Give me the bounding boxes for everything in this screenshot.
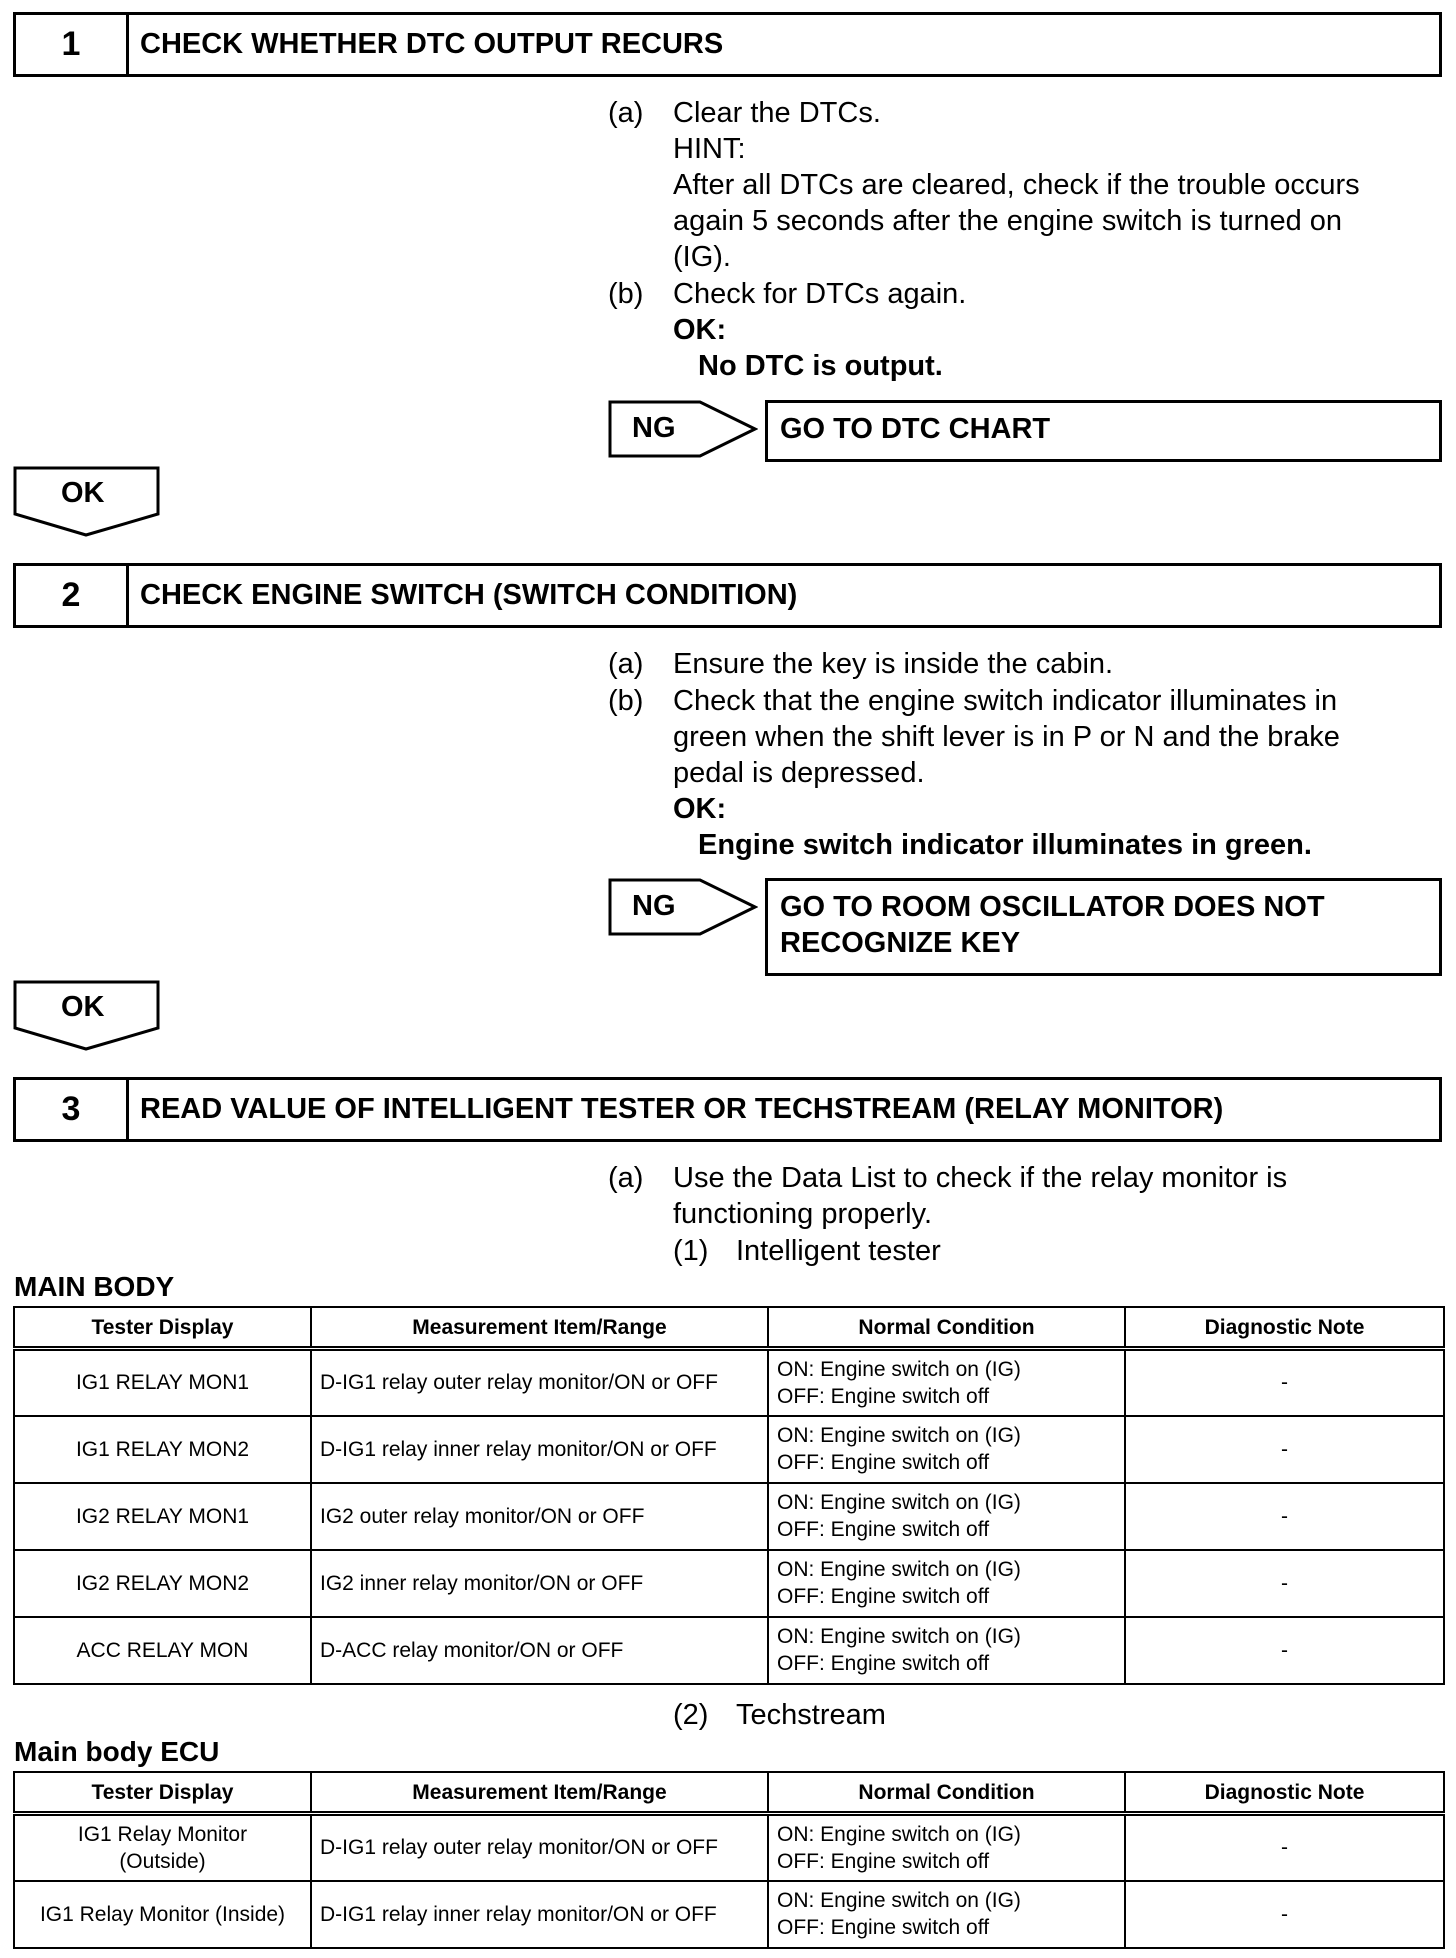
- tester-display: IG1 Relay Monitor (Inside): [14, 1881, 311, 1948]
- col-header: Measurement Item/Range: [311, 1772, 768, 1814]
- main-body-ecu-table: [13, 1771, 1445, 1949]
- condition-on: ON: Engine switch on (IG): [777, 1357, 1021, 1381]
- main-body-table: [13, 1306, 1445, 1685]
- condition-off: OFF: Engine switch off: [777, 1916, 990, 1939]
- ok-arrow: [13, 980, 161, 1052]
- diagnostic-note: -: [1125, 1483, 1444, 1550]
- tester-display: IG1 RELAY MON1: [14, 1349, 311, 1416]
- ng-result-text: GO TO DTC CHART: [780, 413, 1051, 445]
- tester-display: ACC RELAY MON: [14, 1617, 311, 1684]
- diagnostic-note: -: [1125, 1881, 1444, 1948]
- diagnostic-note: -: [1125, 1550, 1444, 1617]
- tester-display-line: (Outside): [119, 1849, 206, 1873]
- step3-sub1-marker: (1): [673, 1235, 709, 1267]
- col-header: Tester Display: [14, 1307, 311, 1349]
- step-number: 2: [16, 566, 129, 625]
- step2-b-line: Check that the engine switch indicator illuminates in: [673, 685, 1338, 717]
- step1-ok-label: OK:: [673, 314, 727, 346]
- normal-condition: [768, 1617, 1125, 1684]
- step-2-header: [13, 563, 1442, 628]
- measurement-item: D-IG1 relay outer relay monitor/ON or OFF: [311, 1814, 768, 1881]
- measurement-item: IG2 outer relay monitor/ON or OFF: [311, 1483, 768, 1550]
- table-row: [14, 1814, 1444, 1881]
- condition-off: OFF: Engine switch off: [777, 1652, 990, 1675]
- condition-off: OFF: Engine switch off: [777, 1384, 990, 1408]
- tester-display-line: IG1 Relay Monitor: [77, 1822, 248, 1846]
- step2-b-marker: (b): [608, 685, 644, 717]
- diagnostic-note: -: [1125, 1349, 1444, 1416]
- normal-condition: [768, 1349, 1125, 1416]
- step-number: 1: [16, 15, 129, 74]
- step-number: 3: [16, 1080, 129, 1139]
- ok-arrow: [13, 466, 161, 538]
- ng-label: NG: [632, 890, 676, 922]
- step3-a-line: functioning properly.: [673, 1198, 933, 1230]
- ng-label: NG: [632, 412, 676, 444]
- diagnostic-note: -: [1125, 1617, 1444, 1684]
- measurement-item: IG2 inner relay monitor/ON or OFF: [311, 1550, 768, 1617]
- table2-label: Main body ECU: [14, 1736, 220, 1767]
- ng-result-box: [765, 878, 1442, 976]
- step1-hint-line: (IG).: [673, 241, 731, 273]
- ng-arrow: [608, 400, 758, 458]
- condition-on: ON: Engine switch on (IG): [777, 1491, 1021, 1514]
- table-row: [14, 1617, 1444, 1684]
- step3-sub2-text: Techstream: [736, 1699, 886, 1731]
- col-header: Measurement Item/Range: [311, 1307, 768, 1349]
- step1-hint-line: After all DTCs are cleared, check if the trouble occurs: [673, 169, 1360, 201]
- step1-hint-label: HINT:: [673, 133, 746, 165]
- col-header: Tester Display: [14, 1772, 311, 1814]
- normal-condition: [768, 1881, 1125, 1948]
- table-row: [14, 1349, 1444, 1416]
- ng-result-line: RECOGNIZE KEY: [780, 927, 1021, 959]
- ok-label: OK: [61, 991, 105, 1023]
- table-row: [14, 1416, 1444, 1483]
- step3-sub2-marker: (2): [673, 1699, 709, 1731]
- measurement-item: D-IG1 relay outer relay monitor/ON or OFF: [311, 1349, 768, 1416]
- step1-b-text: Check for DTCs again.: [673, 278, 967, 310]
- diagnostic-note: -: [1125, 1814, 1444, 1881]
- col-header: Diagnostic Note: [1125, 1307, 1444, 1349]
- step2-ok-label: OK:: [673, 793, 727, 825]
- table-row: [14, 1550, 1444, 1617]
- step2-a-marker: (a): [608, 648, 644, 680]
- ok-label: OK: [61, 477, 105, 509]
- step1-b-marker: (b): [608, 278, 644, 310]
- step2-b-line: pedal is depressed.: [673, 757, 925, 789]
- condition-on: ON: Engine switch on (IG): [777, 1889, 1021, 1912]
- step-title: CHECK WHETHER DTC OUTPUT RECURS: [140, 28, 724, 60]
- step1-hint-line: again 5 seconds after the engine switch is turned on: [673, 205, 1343, 237]
- condition-off: OFF: Engine switch off: [777, 1585, 990, 1608]
- condition-off: OFF: Engine switch off: [777, 1849, 990, 1873]
- step-title: CHECK ENGINE SWITCH (SWITCH CONDITION): [140, 579, 798, 611]
- ng-arrow-shape: [608, 400, 758, 458]
- table1-label: MAIN BODY: [14, 1271, 175, 1302]
- ng-result-line: GO TO ROOM OSCILLATOR DOES NOT: [780, 891, 1325, 923]
- step-3-header: [13, 1077, 1442, 1142]
- normal-condition: [768, 1550, 1125, 1617]
- step3-a-marker: (a): [608, 1162, 644, 1194]
- ng-result-box: [765, 400, 1442, 462]
- measurement-item: D-IG1 relay inner relay monitor/ON or OFF: [311, 1881, 768, 1948]
- tester-display: IG2 RELAY MON1: [14, 1483, 311, 1550]
- condition-off: OFF: Engine switch off: [777, 1518, 990, 1541]
- step2-b-line: green when the shift lever is in P or N and the brake: [673, 721, 1340, 753]
- ng-arrow-shape: [608, 878, 758, 936]
- col-header: Diagnostic Note: [1125, 1772, 1444, 1814]
- step1-a-text: Clear the DTCs.: [673, 97, 881, 129]
- measurement-item: D-ACC relay monitor/ON or OFF: [311, 1617, 768, 1684]
- step3-sub1-text: Intelligent tester: [736, 1235, 941, 1267]
- table-row: [14, 1483, 1444, 1550]
- table-header-row: [14, 1307, 1444, 1349]
- condition-on: ON: Engine switch on (IG): [777, 1424, 1021, 1447]
- condition-on: ON: Engine switch on (IG): [777, 1822, 1021, 1846]
- normal-condition: [768, 1416, 1125, 1483]
- tester-display: IG2 RELAY MON2: [14, 1550, 311, 1617]
- measurement-item: D-IG1 relay inner relay monitor/ON or OFF: [311, 1416, 768, 1483]
- step1-ok-text: No DTC is output.: [698, 350, 943, 382]
- diagnostic-note: -: [1125, 1416, 1444, 1483]
- tester-display: [14, 1814, 311, 1881]
- step2-a-text: Ensure the key is inside the cabin.: [673, 648, 1114, 680]
- step-1-header: [13, 12, 1442, 77]
- step2-ok-text: Engine switch indicator illuminates in green.: [698, 829, 1312, 861]
- step-title: READ VALUE OF INTELLIGENT TESTER OR TECHSTREAM (RELAY MONITOR): [140, 1093, 1224, 1125]
- step3-a-line: Use the Data List to check if the relay monitor is: [673, 1162, 1288, 1194]
- table-header-row: [14, 1772, 1444, 1814]
- col-header: Normal Condition: [768, 1772, 1125, 1814]
- condition-on: ON: Engine switch on (IG): [777, 1625, 1021, 1648]
- table-row: [14, 1881, 1444, 1948]
- ng-arrow: [608, 878, 758, 936]
- step1-a-marker: (a): [608, 97, 644, 129]
- normal-condition: [768, 1483, 1125, 1550]
- condition-off: OFF: Engine switch off: [777, 1451, 990, 1474]
- normal-condition: [768, 1814, 1125, 1881]
- tester-display: IG1 RELAY MON2: [14, 1416, 311, 1483]
- col-header: Normal Condition: [768, 1307, 1125, 1349]
- condition-on: ON: Engine switch on (IG): [777, 1558, 1021, 1581]
